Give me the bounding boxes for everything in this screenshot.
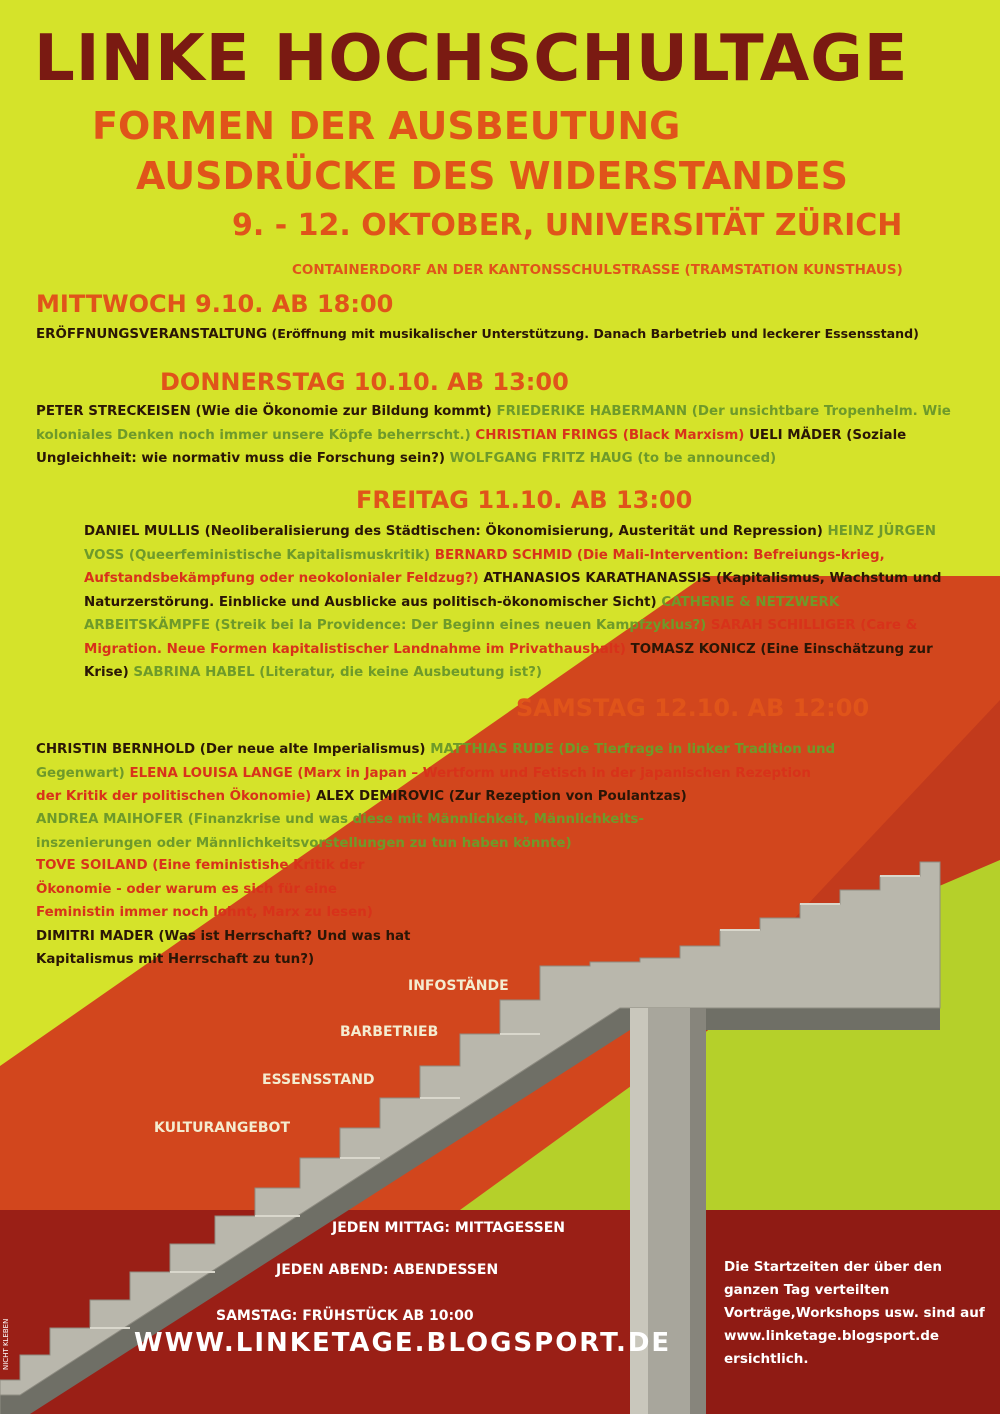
day-heading-wednesday: MITTWOCH 9.10. AB 18:00 — [36, 290, 394, 318]
talk-title: (Der unsichtbare Tropenhelm. Wie koloniales Denken noch immer unsere Köpfe beherrscht.) — [36, 404, 951, 443]
speaker-name: DIMITRI MADER — [36, 928, 154, 944]
talk-title: (Der neue alte Imperialismus) — [195, 742, 431, 757]
saturday-program-b — [36, 808, 656, 855]
talk-title: (Marx in Japan – Wertform und Fetisch in der japanischen Rezeption der Kritik der politischen Ökonomie) — [36, 765, 811, 804]
offering-culture: KULTURANGEBOT — [154, 1120, 291, 1136]
poster-title: LINKE HOCHSCHULTAGE — [34, 22, 909, 96]
speaker-name: CHRISTIAN FRINGS — [475, 427, 619, 443]
speaker-name: ATHANASIOS KARATHANASSIS — [483, 571, 712, 586]
offering-food-stand: ESSENSSTAND — [262, 1072, 375, 1088]
talk-title: (Queerfeministische Kapitalismuskritik) — [124, 547, 435, 563]
talk-title: (Was ist Herrschaft? Und was hat Kapitalismus mit Herrschaft zu tun?) — [36, 928, 411, 967]
opening-event: ERÖFFNUNGSVERANSTALTUNG — [36, 327, 268, 342]
meal-breakfast: SAMSTAG: FRÜHSTÜCK AB 10:00 — [216, 1308, 474, 1324]
talk-title: (Care & Migration. Neue Formen kapitalistischer Landnahme im Privathaushalt) — [84, 618, 918, 657]
speaker-name: ELENA LOUISA LANGE — [129, 765, 293, 781]
friday-program — [84, 520, 958, 685]
saturday-program-c — [36, 854, 412, 972]
talk-title: (Finanzkrise und was diese mit Männlichkeit, Männlichkeits-inszenierungen oder Männlichkeitsvorstellungen zu tun haben könnte) — [36, 812, 644, 851]
speaker-name: ALEX DEMIROVIC — [315, 789, 445, 804]
speaker-name: WOLFGANG FRITZ HAUG — [449, 451, 633, 466]
speaker-name: PETER STRECKEISEN — [36, 404, 191, 419]
venue-line: CONTAINERDORF AN DER KANTONSSCHULSTRASSE (TRAMSTATION KUNSTHAUS) — [292, 262, 903, 278]
talk-title: (Zur Rezeption von Poulantzas) — [444, 789, 687, 804]
schedule-note: Die Startzeiten der über den ganzen Tag verteilten Vorträge,Workshops usw. sind auf www.linketage.blogsport.de ersichtlich. — [724, 1259, 985, 1367]
website-link[interactable]: WWW.LINKETAGE.BLOGSPORT.DE — [134, 1328, 672, 1358]
column-shadow — [690, 1008, 706, 1414]
meal-dinner: JEDEN ABEND: ABENDESSEN — [276, 1262, 499, 1278]
speaker-name: CHRISTIN BERNHOLD — [36, 742, 196, 757]
speaker-name: UELI MÄDER — [749, 427, 842, 443]
speaker-name: ANDREA MAIHOFER — [36, 812, 184, 827]
event-dates: 9. - 12. OKTOBER, UNIVERSITÄT ZÜRICH — [232, 208, 903, 243]
meal-lunch: JEDEN MITTAG: MITTAGESSEN — [332, 1220, 566, 1236]
speaker-name: DANIEL MULLIS — [84, 524, 200, 539]
speaker-name: BERNARD SCHMID — [434, 547, 573, 563]
saturday-program-a — [36, 738, 836, 809]
offering-bar: BARBETRIEB — [340, 1024, 439, 1040]
wednesday-program — [36, 322, 986, 347]
talk-title: (Black Marxism) — [618, 427, 750, 443]
thursday-program — [36, 400, 961, 471]
talk-title: (to be announced) — [632, 451, 777, 466]
talk-title: (Die Tierfrage in linker Tradition und Gegenwart) — [36, 742, 836, 781]
talk-title: (Wie die Ökonomie zur Bildung kommt) — [190, 404, 497, 419]
talk-title: (Eine Einschätzung zur Krise) — [84, 641, 933, 680]
talk-title: (Streik bei la Providence: Der Beginn eines neuen Kampfzyklus?) — [209, 618, 711, 633]
speaker-name: TOVE SOILAND — [36, 858, 148, 873]
subtitle-resistance: AUSDRÜCKE DES WIDERSTANDES — [136, 154, 848, 198]
talk-title: (Eine feministishe Kritik der Ökonomie - oder warum es sich für eine Feministin immer noch lohnt, Marx zu lesen) — [36, 858, 373, 920]
talk-title: (Neoliberalisierung des Städtischen: Ökonomisierung, Austerität und Repression) — [199, 524, 828, 539]
opening-description: (Eröffnung mit musikalischer Unterstützung. Danach Barbetrieb und leckerer Essensstand) — [267, 326, 919, 341]
speaker-name: FRIEDERIKE HABERMANN — [496, 404, 688, 419]
day-heading-friday: FREITAG 11.10. AB 13:00 — [356, 486, 693, 514]
speaker-name: HEINZ JÜRGEN VOSS — [84, 524, 936, 563]
speaker-name: TOMASZ KONICZ — [630, 641, 756, 657]
speaker-name: MATTHIAS RUDE — [430, 742, 554, 757]
credit-text: NICHT KLEBEN — [2, 1318, 10, 1370]
day-heading-saturday: SAMSTAG 12.10. AB 12:00 — [516, 694, 870, 722]
talk-title: (Die Mali-Intervention: Befreiungs-krieg, Aufstandsbekämpfung oder neokolonialer Feldzug?) — [84, 547, 885, 586]
speaker-name: CATHERIE & NETZWERK ARBEITSKÄMPFE — [84, 594, 840, 633]
talk-title: (Kapitalismus, Wachstum und Naturzerstörung. Einblicke und Ausblicke aus politisch-ökonomischer Sicht) — [84, 571, 942, 610]
speaker-name: SABRINA HABEL — [133, 665, 255, 680]
subtitle-exploitation: FORMEN DER AUSBEUTUNG — [92, 104, 681, 148]
talk-title: (Literatur, die keine Ausbeutung ist?) — [254, 665, 542, 680]
talk-title: (Soziale Ungleichheit: wie normativ muss die Forschung sein?) — [36, 427, 907, 466]
offering-info-stands: INFOSTÄNDE — [408, 978, 509, 994]
day-heading-thursday: DONNERSTAG 10.10. AB 13:00 — [160, 368, 569, 396]
speaker-name: SARAH SCHILLIGER — [710, 618, 856, 633]
